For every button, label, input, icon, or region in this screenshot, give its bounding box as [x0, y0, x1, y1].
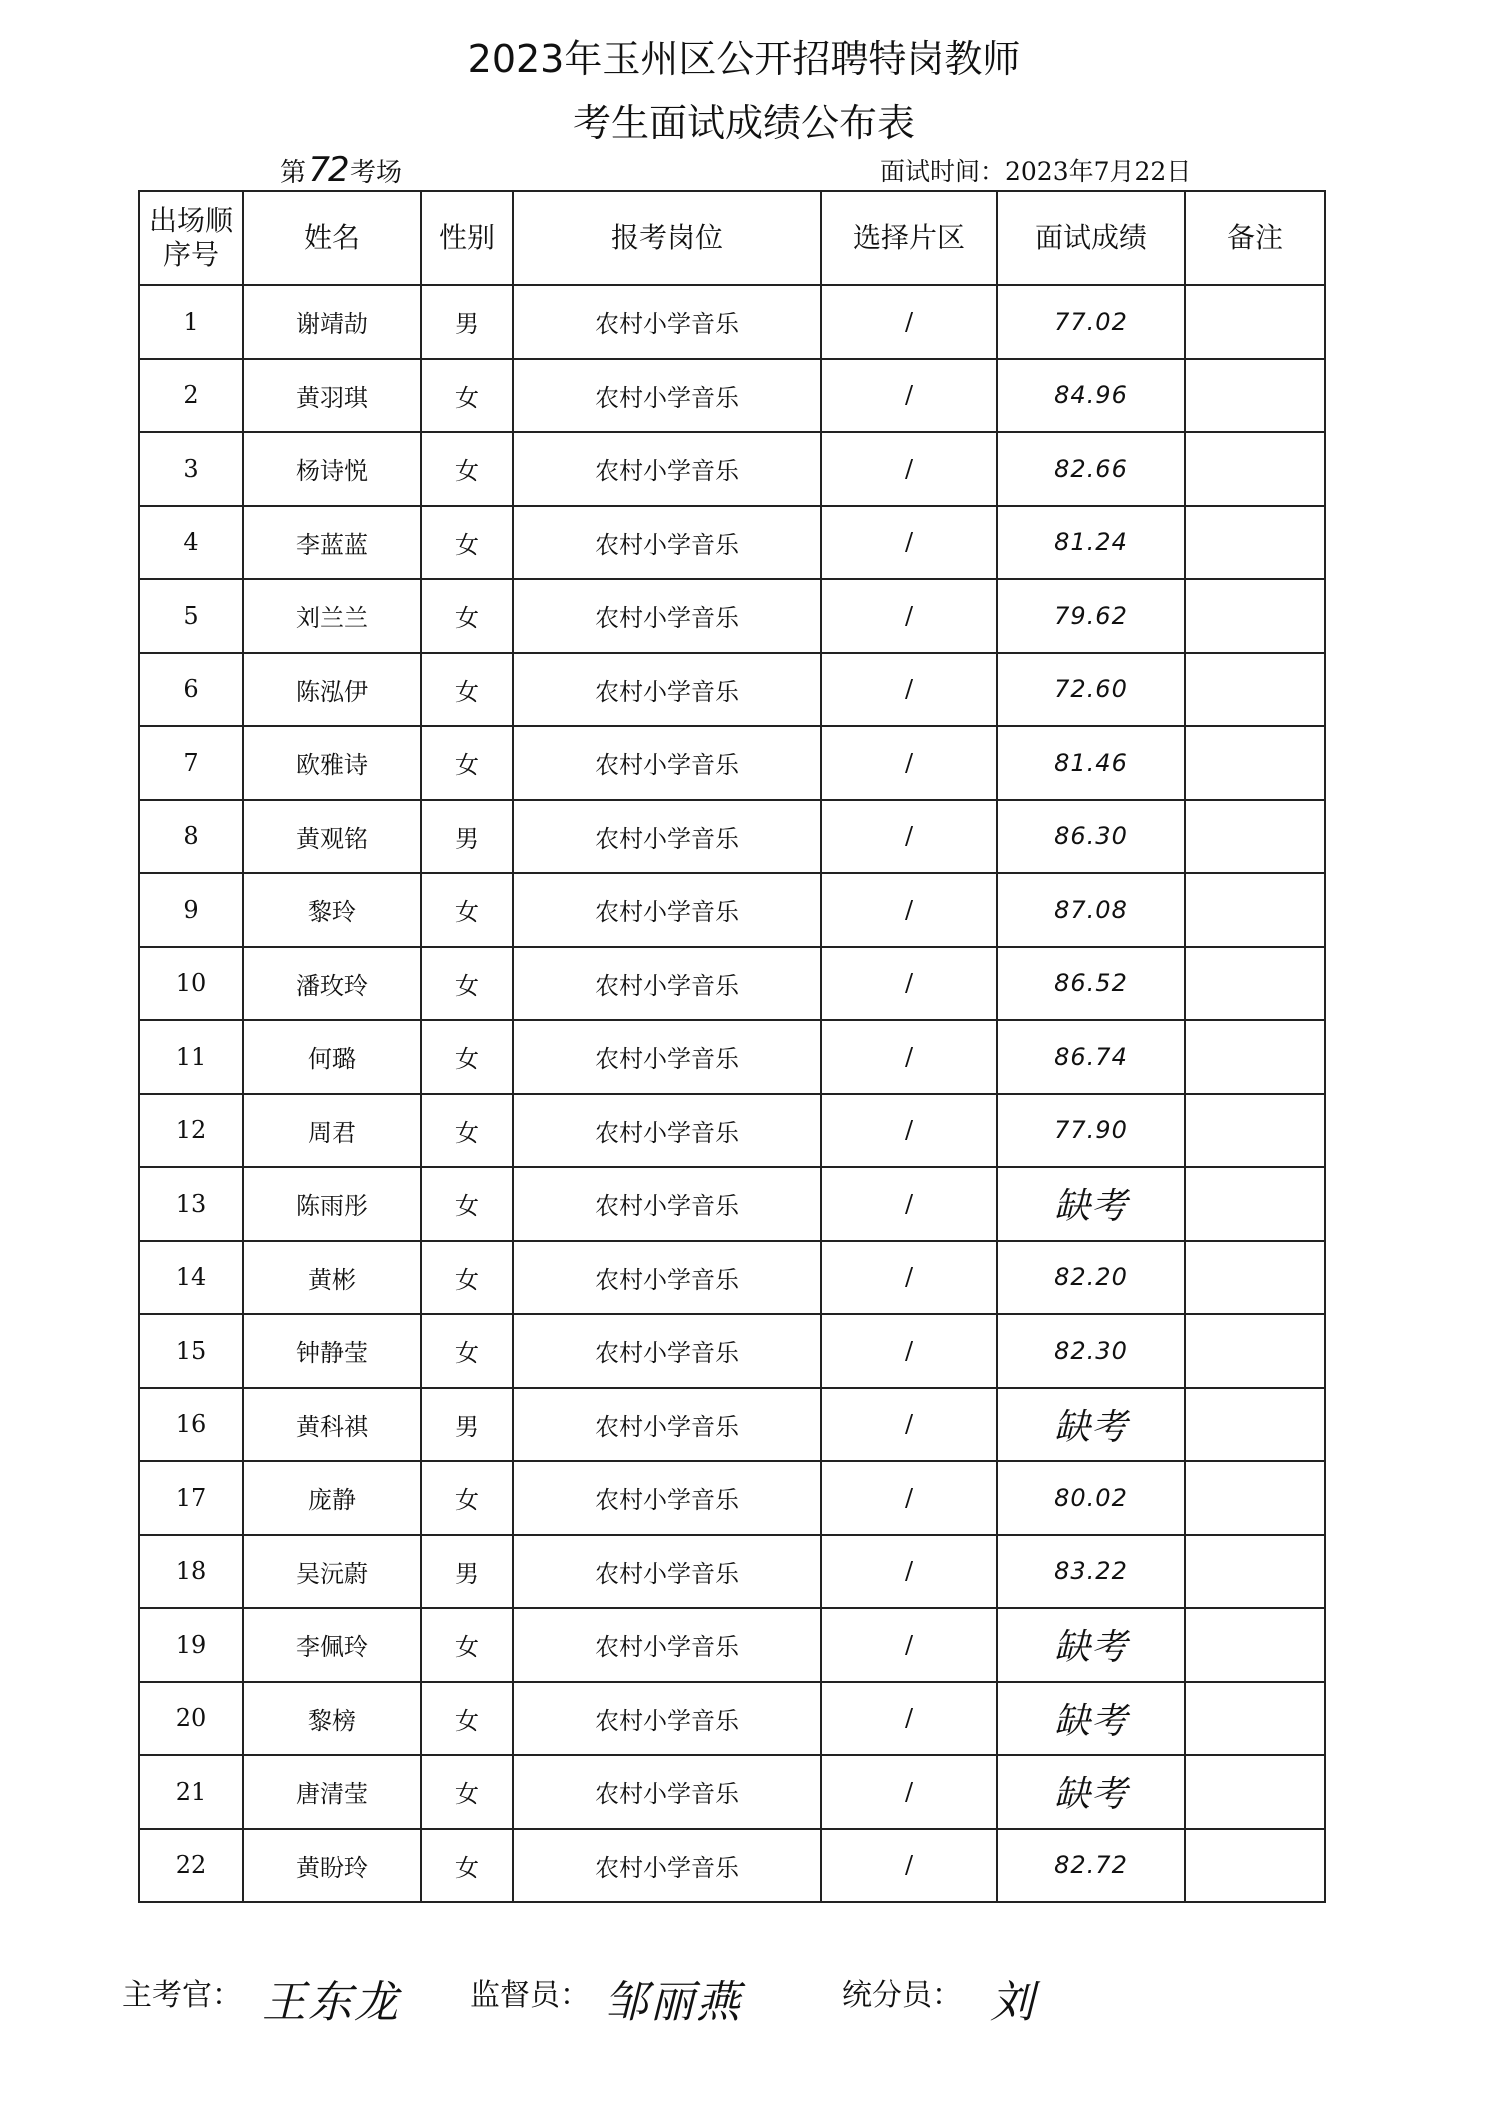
cell-gender: 男	[421, 1388, 513, 1462]
room-suffix: 考场	[350, 158, 403, 188]
table-row	[139, 726, 1325, 800]
table-row	[139, 1094, 1325, 1168]
cell-note	[1185, 285, 1325, 359]
cell-name: 黄羽琪	[243, 359, 421, 433]
table-row	[139, 1167, 1325, 1241]
cell-score: 86.30	[997, 800, 1185, 874]
cell-position: 农村小学音乐	[513, 1829, 821, 1903]
cell-score: 80.02	[997, 1461, 1185, 1535]
cell-score: 81.46	[997, 726, 1185, 800]
cell-score: 79.62	[997, 579, 1185, 653]
cell-position: 农村小学音乐	[513, 1388, 821, 1462]
table-row	[139, 1020, 1325, 1094]
cell-area: /	[821, 873, 997, 947]
cell-name: 黄彬	[243, 1241, 421, 1315]
table-row	[139, 1388, 1325, 1462]
cell-gender: 女	[421, 947, 513, 1021]
cell-score: 缺考	[997, 1682, 1185, 1756]
cell-gender: 女	[421, 1755, 513, 1829]
cell-note	[1185, 1388, 1325, 1462]
table-row	[139, 432, 1325, 506]
table-row	[139, 653, 1325, 727]
page-title: 2023年玉州区公开招聘特岗教师	[467, 37, 1021, 81]
cell-note	[1185, 1020, 1325, 1094]
cell-seq-no: 3	[139, 432, 243, 506]
cell-name: 黄盼玲	[243, 1829, 421, 1903]
table-row	[139, 1682, 1325, 1756]
cell-seq-no: 7	[139, 726, 243, 800]
cell-seq-no: 15	[139, 1314, 243, 1388]
cell-gender: 女	[421, 359, 513, 433]
cell-position: 农村小学音乐	[513, 1314, 821, 1388]
cell-name: 陈雨彤	[243, 1167, 421, 1241]
cell-note	[1185, 653, 1325, 727]
cell-area: /	[821, 1829, 997, 1903]
score-table	[138, 190, 1326, 1903]
cell-note	[1185, 506, 1325, 580]
cell-position: 农村小学音乐	[513, 873, 821, 947]
cell-seq-no: 11	[139, 1020, 243, 1094]
cell-name: 潘玫玲	[243, 947, 421, 1021]
cell-gender: 女	[421, 653, 513, 727]
cell-name: 钟静莹	[243, 1314, 421, 1388]
cell-name: 刘兰兰	[243, 579, 421, 653]
column-header: 报考岗位	[513, 191, 821, 285]
cell-score: 77.90	[997, 1094, 1185, 1168]
cell-name: 谢靖劼	[243, 285, 421, 359]
cell-score: 83.22	[997, 1535, 1185, 1609]
cell-seq-no: 22	[139, 1829, 243, 1903]
cell-note	[1185, 579, 1325, 653]
scorer-label: 统分员：	[842, 1978, 962, 2013]
cell-area: /	[821, 506, 997, 580]
cell-area: /	[821, 579, 997, 653]
cell-position: 农村小学音乐	[513, 1755, 821, 1829]
cell-note	[1185, 1535, 1325, 1609]
column-header: 选择片区	[821, 191, 997, 285]
cell-gender: 女	[421, 1461, 513, 1535]
cell-gender: 女	[421, 1608, 513, 1682]
cell-position: 农村小学音乐	[513, 285, 821, 359]
cell-note	[1185, 1755, 1325, 1829]
cell-area: /	[821, 1608, 997, 1682]
column-header: 出场顺 序号	[139, 191, 243, 285]
cell-seq-no: 2	[139, 359, 243, 433]
cell-name: 黎榜	[243, 1682, 421, 1756]
cell-area: /	[821, 947, 997, 1021]
cell-name: 杨诗悦	[243, 432, 421, 506]
table-row	[139, 947, 1325, 1021]
cell-note	[1185, 1682, 1325, 1756]
cell-gender: 女	[421, 432, 513, 506]
examiner-signature: 王东龙	[262, 1977, 400, 2028]
cell-note	[1185, 432, 1325, 506]
cell-area: /	[821, 1535, 997, 1609]
cell-gender: 女	[421, 1167, 513, 1241]
cell-area: /	[821, 1167, 997, 1241]
cell-gender: 男	[421, 1535, 513, 1609]
cell-seq-no: 17	[139, 1461, 243, 1535]
cell-position: 农村小学音乐	[513, 1535, 821, 1609]
cell-seq-no: 20	[139, 1682, 243, 1756]
cell-score: 84.96	[997, 359, 1185, 433]
cell-note	[1185, 1167, 1325, 1241]
cell-score: 86.52	[997, 947, 1185, 1021]
cell-position: 农村小学音乐	[513, 506, 821, 580]
cell-gender: 女	[421, 1314, 513, 1388]
supervisor-signature: 邹丽燕	[604, 1977, 742, 2028]
cell-area: /	[821, 1241, 997, 1315]
interview-date: 面试时间：2023年7月22日	[880, 157, 1192, 186]
cell-seq-no: 9	[139, 873, 243, 947]
cell-score: 82.72	[997, 1829, 1185, 1903]
cell-seq-no: 8	[139, 800, 243, 874]
cell-gender: 女	[421, 1829, 513, 1903]
cell-area: /	[821, 1314, 997, 1388]
cell-position: 农村小学音乐	[513, 1608, 821, 1682]
cell-gender: 女	[421, 726, 513, 800]
cell-note	[1185, 873, 1325, 947]
cell-name: 周君	[243, 1094, 421, 1168]
cell-gender: 女	[421, 1094, 513, 1168]
cell-name: 黎玲	[243, 873, 421, 947]
cell-name: 黄科祺	[243, 1388, 421, 1462]
cell-position: 农村小学音乐	[513, 800, 821, 874]
cell-score: 缺考	[997, 1167, 1185, 1241]
cell-score: 缺考	[997, 1755, 1185, 1829]
cell-area: /	[821, 1020, 997, 1094]
table-row	[139, 1241, 1325, 1315]
cell-name: 陈泓伊	[243, 653, 421, 727]
cell-gender: 女	[421, 1020, 513, 1094]
table-row	[139, 1755, 1325, 1829]
table-row	[139, 1829, 1325, 1903]
cell-note	[1185, 947, 1325, 1021]
table-row	[139, 285, 1325, 359]
table-row	[139, 1314, 1325, 1388]
examiner-label: 主考官：	[122, 1978, 242, 2013]
table-row	[139, 506, 1325, 580]
exam-room-label	[280, 150, 402, 190]
cell-position: 农村小学音乐	[513, 1167, 821, 1241]
cell-score: 缺考	[997, 1388, 1185, 1462]
table-row	[139, 1461, 1325, 1535]
cell-name: 李蓝蓝	[243, 506, 421, 580]
cell-seq-no: 16	[139, 1388, 243, 1462]
cell-area: /	[821, 1094, 997, 1168]
supervisor-label: 监督员：	[470, 1978, 590, 2013]
cell-position: 农村小学音乐	[513, 1461, 821, 1535]
cell-name: 何璐	[243, 1020, 421, 1094]
column-header: 性别	[421, 191, 513, 285]
cell-gender: 女	[421, 873, 513, 947]
cell-gender: 女	[421, 579, 513, 653]
cell-position: 农村小学音乐	[513, 947, 821, 1021]
column-header: 面试成绩	[997, 191, 1185, 285]
cell-gender: 女	[421, 1241, 513, 1315]
cell-name: 李佩玲	[243, 1608, 421, 1682]
cell-position: 农村小学音乐	[513, 1682, 821, 1756]
cell-score: 82.30	[997, 1314, 1185, 1388]
cell-note	[1185, 1829, 1325, 1903]
cell-position: 农村小学音乐	[513, 726, 821, 800]
cell-seq-no: 14	[139, 1241, 243, 1315]
page-subtitle: 考生面试成绩公布表	[572, 101, 915, 145]
column-header: 备注	[1185, 191, 1325, 285]
cell-score: 81.24	[997, 506, 1185, 580]
cell-area: /	[821, 359, 997, 433]
cell-area: /	[821, 432, 997, 506]
cell-seq-no: 18	[139, 1535, 243, 1609]
cell-score: 缺考	[997, 1608, 1185, 1682]
cell-seq-no: 13	[139, 1167, 243, 1241]
cell-note	[1185, 1094, 1325, 1168]
cell-area: /	[821, 1682, 997, 1756]
cell-position: 农村小学音乐	[513, 653, 821, 727]
cell-note	[1185, 359, 1325, 433]
cell-area: /	[821, 1461, 997, 1535]
table-header-row	[139, 191, 1325, 285]
cell-area: /	[821, 726, 997, 800]
cell-seq-no: 12	[139, 1094, 243, 1168]
cell-position: 农村小学音乐	[513, 432, 821, 506]
cell-seq-no: 6	[139, 653, 243, 727]
cell-note	[1185, 726, 1325, 800]
cell-score: 82.66	[997, 432, 1185, 506]
cell-note	[1185, 1241, 1325, 1315]
cell-area: /	[821, 1388, 997, 1462]
cell-score: 72.60	[997, 653, 1185, 727]
cell-seq-no: 5	[139, 579, 243, 653]
cell-note	[1185, 1608, 1325, 1682]
table-row	[139, 359, 1325, 433]
cell-position: 农村小学音乐	[513, 1241, 821, 1315]
cell-seq-no: 1	[139, 285, 243, 359]
cell-score: 87.08	[997, 873, 1185, 947]
cell-gender: 女	[421, 506, 513, 580]
cell-area: /	[821, 653, 997, 727]
cell-note	[1185, 1461, 1325, 1535]
cell-position: 农村小学音乐	[513, 359, 821, 433]
cell-score: 82.20	[997, 1241, 1185, 1315]
table-row	[139, 800, 1325, 874]
table-row	[139, 1535, 1325, 1609]
table-row	[139, 873, 1325, 947]
table-row	[139, 1608, 1325, 1682]
table-row	[139, 579, 1325, 653]
cell-position: 农村小学音乐	[513, 1020, 821, 1094]
cell-area: /	[821, 800, 997, 874]
cell-seq-no: 19	[139, 1608, 243, 1682]
cell-name: 唐清莹	[243, 1755, 421, 1829]
room-number-handwritten: 72	[308, 150, 348, 190]
cell-name: 欧雅诗	[243, 726, 421, 800]
room-prefix: 第	[280, 158, 307, 188]
cell-name: 庞静	[243, 1461, 421, 1535]
cell-seq-no: 10	[139, 947, 243, 1021]
cell-gender: 男	[421, 285, 513, 359]
cell-name: 黄观铭	[243, 800, 421, 874]
cell-seq-no: 21	[139, 1755, 243, 1829]
cell-score: 86.74	[997, 1020, 1185, 1094]
cell-seq-no: 4	[139, 506, 243, 580]
cell-gender: 男	[421, 800, 513, 874]
cell-area: /	[821, 285, 997, 359]
cell-score: 77.02	[997, 285, 1185, 359]
cell-note	[1185, 800, 1325, 874]
cell-area: /	[821, 1755, 997, 1829]
column-header: 姓名	[243, 191, 421, 285]
cell-gender: 女	[421, 1682, 513, 1756]
scorer-signature: 刘	[990, 1977, 1036, 2028]
cell-name: 吴沅蔚	[243, 1535, 421, 1609]
cell-note	[1185, 1314, 1325, 1388]
cell-position: 农村小学音乐	[513, 579, 821, 653]
cell-position: 农村小学音乐	[513, 1094, 821, 1168]
